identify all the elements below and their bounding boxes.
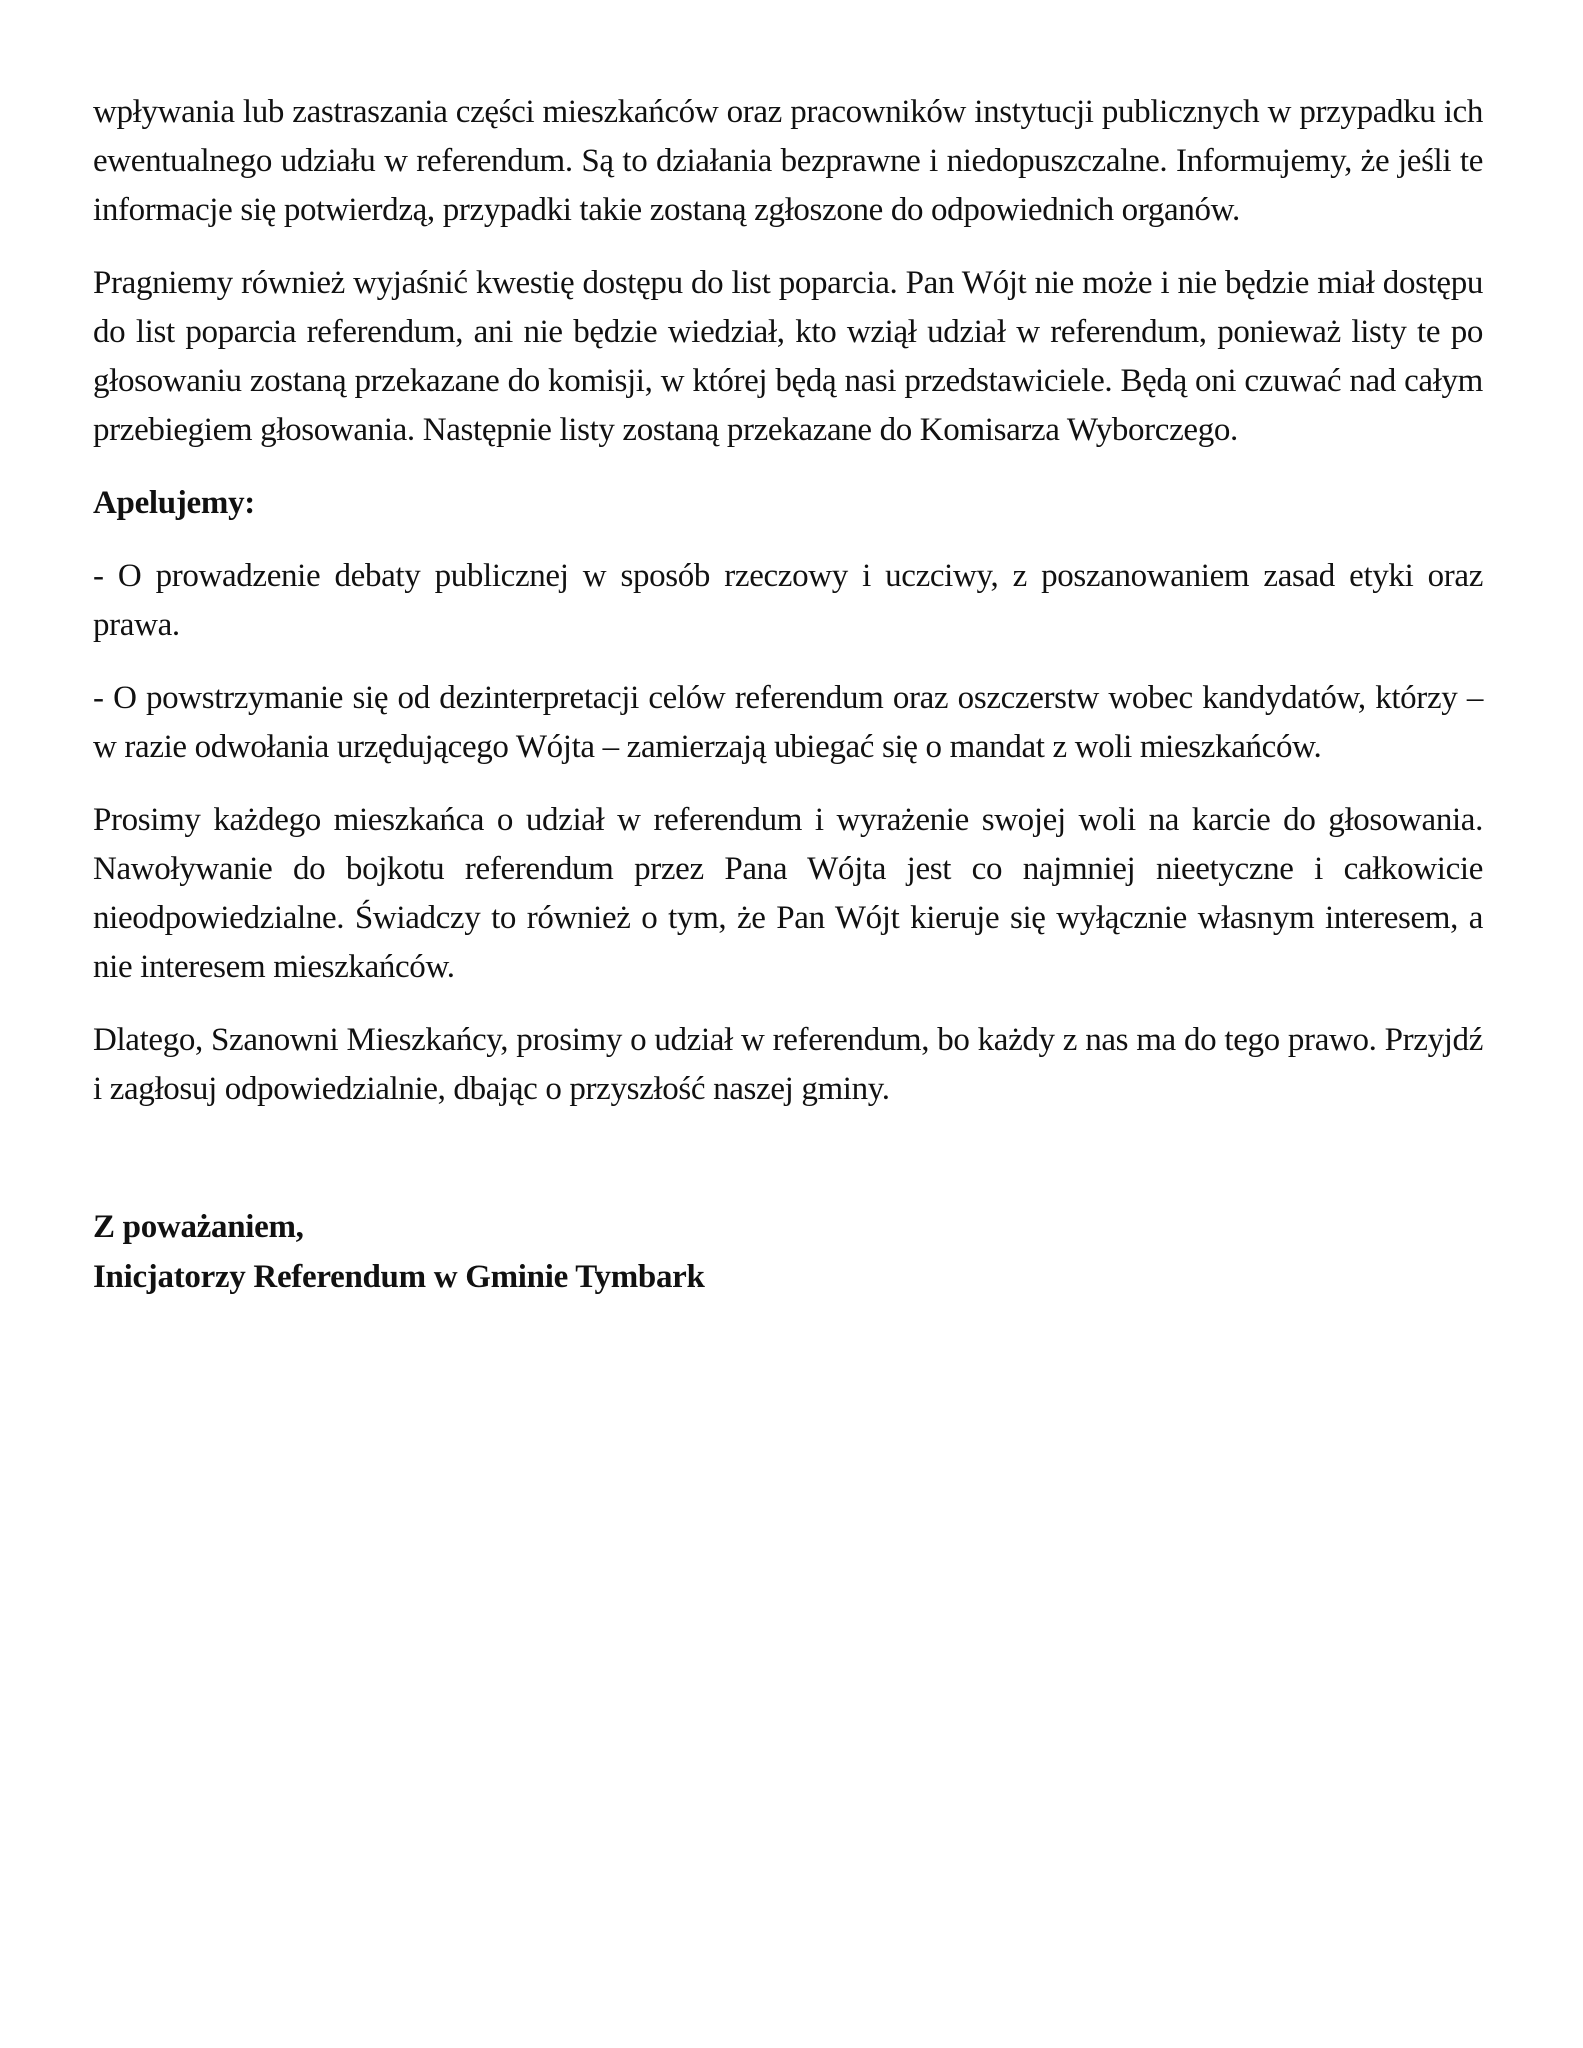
appeal-heading: Apelujemy:: [93, 485, 255, 521]
paragraph-call-to-vote: Dlatego, Szanowni Mieszkańcy, prosimy o udział w referendum, bo każdy z nas ma do tego prawo. Przyjdź i zagłosuj odpowiedzialnie, dbając o przyszłość naszej gminy.: [93, 1022, 1483, 1107]
salutation: Z poważaniem,: [93, 1209, 304, 1245]
appeal-item-debate: - O prowadzenie debaty publicznej w sposób rzeczowy i uczciwy, z poszanowaniem zasad etyki oraz prawa.: [93, 558, 1483, 643]
document-page: [93, 88, 1483, 1302]
paragraph-request-participation: Prosimy każdego mieszkańca o udział w referendum i wyrażenie swojej woli na karcie do głosowania. Nawoływanie do bojkotu referendum przez Pana Wójta jest co najmniej nieetyczne i całkowicie nieodpowiedzialne. Świadczy to również o tym, że Pan Wójt kieruje się wyłącznie własnym interesem, a nie interesem mieszkańców.: [93, 802, 1483, 985]
signature-block: [93, 1202, 1483, 1302]
signatory: Inicjatorzy Referendum w Gminie Tymbark: [93, 1259, 705, 1295]
appeal-item-misinterpretation: - O powstrzymanie się od dezinterpretacji celów referendum oraz oszczerstw wobec kandydatów, którzy – w razie odwołania urzędującego Wójta – zamierzają ubiegać się o mandat z woli mieszkańców.: [93, 680, 1483, 765]
paragraph-support-lists: Pragniemy również wyjaśnić kwestię dostępu do list poparcia. Pan Wójt nie może i nie będzie miał dostępu do list poparcia referendum, ani nie będzie wiedział, kto wziął udział w referendum, ponieważ listy te po głosowaniu zostaną przekazane do komisji, w której będą nasi przedstawiciele. Będą oni czuwać nad całym przebiegiem głosowania. Następnie listy zostaną przekazane do Komisarza Wyborczego.: [93, 265, 1483, 448]
paragraph-intimidation: wpływania lub zastraszania części mieszkańców oraz pracowników instytucji publicznych w przypadku ich ewentualnego udziału w referendum. Są to działania bezprawne i niedopuszczalne. Informujemy, że jeśli te informacje się potwierdzą, przypadki takie zostaną zgłoszone do odpowiednich organów.: [93, 94, 1483, 228]
